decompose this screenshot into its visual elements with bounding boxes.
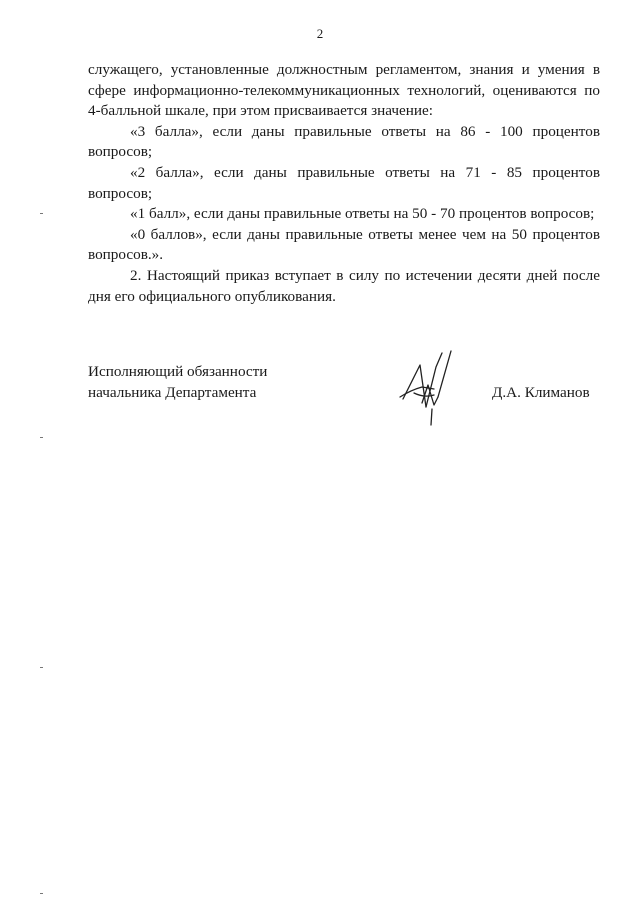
paragraph-effective-date: 2. Настоящий приказ вступает в силу по истечении десяти дней после дня его официального опубликования.	[88, 266, 600, 305]
paragraph-score-0: «0 баллов», если даны правильные ответы менее чем на 50 процентов вопросов.».	[88, 225, 600, 264]
paragraph-intro: служащего, установленные должностным регламентом, знания и умения в сфере информационно-телекоммуникационных технологий, оцениваются по 4-балльной шкале, при этом присваивается значение:	[88, 61, 600, 120]
margin-mark	[40, 213, 43, 214]
signature-block	[88, 361, 600, 431]
margin-mark	[40, 667, 43, 668]
handwritten-signature	[396, 349, 458, 427]
margin-mark	[40, 893, 43, 894]
paragraph-score-3: «3 балла», если даны правильные ответы на 86 - 100 процентов вопросов;	[88, 122, 600, 161]
document-body	[88, 60, 600, 307]
paragraph-score-2: «2 балла», если даны правильные ответы на 71 - 85 процентов вопросов;	[88, 163, 600, 202]
signer-name: Д.А. Климанов	[492, 384, 590, 401]
signer-position-line2: начальника Департамента	[88, 384, 257, 401]
margin-mark	[40, 437, 43, 438]
signer-position-line1: Исполняющий обязанности	[88, 363, 268, 380]
page-number: 2	[316, 26, 324, 41]
signer-position	[88, 361, 267, 403]
paragraph-score-1: «1 балл», если даны правильные ответы на 50 - 70 процентов вопросов;	[130, 205, 595, 223]
